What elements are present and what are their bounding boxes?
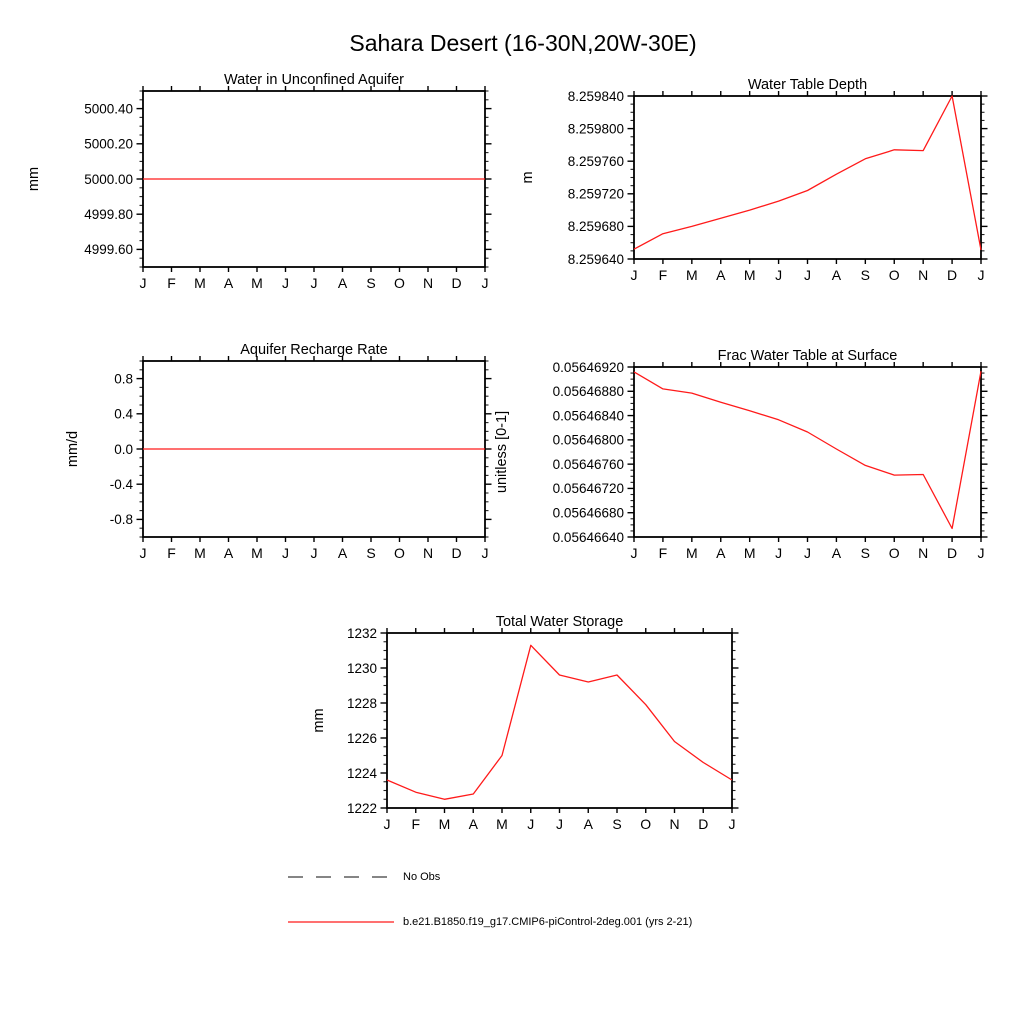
x-tick-label: M xyxy=(194,545,206,561)
y-tick-label: 1224 xyxy=(346,765,377,781)
y-axis-title: mm/d xyxy=(65,430,81,468)
x-tick-label: A xyxy=(716,267,726,283)
x-tick-label: S xyxy=(860,267,871,283)
legend-label-no-obs: No Obs xyxy=(403,871,441,883)
x-tick-label: O xyxy=(888,545,900,561)
y-tick-label: 8.259760 xyxy=(567,154,624,169)
x-tick-label: F xyxy=(167,545,176,561)
panel-title: Water in Unconfined Aquifer xyxy=(223,72,405,88)
series-line xyxy=(634,371,981,528)
panel-title: Total Water Storage xyxy=(495,614,624,630)
x-tick-label: M xyxy=(251,545,263,561)
y-tick-label: 1226 xyxy=(346,730,377,746)
y-tick-label: 0.05646880 xyxy=(552,384,624,400)
x-tick-label: J xyxy=(804,267,811,283)
model-run-line-swatch xyxy=(286,916,396,928)
y-axis-title: unitless [0-1] xyxy=(494,410,510,494)
x-tick-label: O xyxy=(394,545,405,561)
x-tick-label: M xyxy=(496,816,508,832)
x-tick-label: D xyxy=(947,267,958,283)
x-tick-label: D xyxy=(451,545,462,561)
y-axis-title: m xyxy=(520,171,536,184)
x-tick-label: N xyxy=(422,545,434,561)
y-tick-label: 5000.40 xyxy=(84,101,133,117)
panel-water-table-depth xyxy=(520,77,988,283)
y-tick-label: 0.05646840 xyxy=(552,408,624,424)
figure-title: Sahara Desert (16-30N,20W-30E) xyxy=(349,30,697,56)
x-tick-label: M xyxy=(251,275,263,291)
x-tick-label: O xyxy=(640,816,652,832)
x-tick-label: S xyxy=(612,816,622,832)
x-tick-label: S xyxy=(860,545,871,561)
y-tick-label: 0.05646800 xyxy=(552,432,624,448)
y-tick-label: 0.05646680 xyxy=(552,505,624,521)
x-tick-label: J xyxy=(310,545,318,561)
y-tick-label: -0.4 xyxy=(109,477,133,492)
x-tick-label: J xyxy=(556,816,563,832)
y-tick-label: 0.05646720 xyxy=(552,481,624,497)
x-tick-label: D xyxy=(451,275,462,291)
x-tick-label: F xyxy=(658,545,668,561)
no-obs-dashed-line-swatch xyxy=(286,871,396,883)
x-tick-label: M xyxy=(685,267,698,283)
x-tick-label: M xyxy=(685,545,698,561)
series-line xyxy=(387,645,732,799)
x-tick-label: J xyxy=(775,267,783,283)
x-tick-label: A xyxy=(831,267,842,283)
y-tick-label: 8.259720 xyxy=(567,186,624,202)
x-tick-label: N xyxy=(669,816,680,832)
y-tick-label: 5000.20 xyxy=(84,136,133,152)
legend-entry-model-run xyxy=(286,916,692,928)
y-tick-label: 0.8 xyxy=(114,371,133,387)
panel-total-water-storage xyxy=(311,614,739,832)
y-tick-label: 0.0 xyxy=(114,441,133,457)
y-tick-label: 1222 xyxy=(346,800,377,816)
x-tick-label: F xyxy=(167,275,176,291)
y-axis-title: mm xyxy=(311,708,327,733)
x-tick-label: S xyxy=(366,545,376,561)
x-tick-label: J xyxy=(977,267,985,283)
x-tick-label: J xyxy=(804,545,811,561)
x-tick-label: A xyxy=(337,275,348,291)
x-tick-label: A xyxy=(831,545,842,561)
x-tick-label: M xyxy=(194,275,206,291)
x-tick-label: J xyxy=(282,275,289,291)
y-tick-label: 1230 xyxy=(346,660,377,676)
x-tick-label: J xyxy=(481,275,489,291)
x-tick-label: J xyxy=(383,816,391,832)
x-tick-label: A xyxy=(337,545,348,561)
y-tick-label: -0.8 xyxy=(109,512,133,528)
legend-entry-no-obs xyxy=(286,871,440,883)
x-tick-label: D xyxy=(698,816,709,832)
plot-frame xyxy=(387,633,732,808)
x-tick-label: J xyxy=(139,275,147,291)
y-tick-label: 1232 xyxy=(346,625,377,641)
y-tick-label: 5000.00 xyxy=(84,171,133,187)
x-tick-label: J xyxy=(630,267,638,283)
x-tick-label: J xyxy=(282,545,289,561)
y-tick-label: 4999.80 xyxy=(84,207,133,222)
x-tick-label: N xyxy=(918,267,929,283)
x-tick-label: M xyxy=(743,267,756,283)
x-tick-label: J xyxy=(977,545,985,561)
y-tick-label: 0.05646920 xyxy=(552,359,624,375)
x-tick-label: J xyxy=(527,816,535,832)
plot-frame xyxy=(634,96,981,259)
x-tick-label: A xyxy=(468,816,478,832)
x-tick-label: J xyxy=(630,545,638,561)
x-tick-label: O xyxy=(888,267,900,283)
x-tick-label: A xyxy=(716,545,726,561)
x-tick-label: F xyxy=(658,267,668,283)
y-tick-label: 4999.60 xyxy=(84,242,133,258)
y-tick-label: 0.05646640 xyxy=(552,529,624,545)
x-tick-label: O xyxy=(394,275,405,291)
panel-title: Aquifer Recharge Rate xyxy=(240,342,388,358)
y-tick-label: 0.4 xyxy=(114,406,133,422)
y-tick-label: 8.259640 xyxy=(567,251,624,267)
x-tick-label: A xyxy=(223,545,234,561)
x-tick-label: S xyxy=(366,275,376,291)
x-tick-label: N xyxy=(918,545,929,561)
x-tick-label: M xyxy=(743,545,756,561)
panel-aquifer-recharge-rate xyxy=(65,342,492,561)
series-line xyxy=(634,96,981,250)
y-tick-label: 1228 xyxy=(346,695,377,711)
x-tick-label: M xyxy=(438,816,451,832)
x-tick-label: J xyxy=(310,275,318,291)
panel-frac-water-table-at-surface xyxy=(494,348,988,561)
x-tick-label: F xyxy=(411,816,421,832)
x-tick-label: N xyxy=(422,275,434,291)
y-tick-label: 8.259840 xyxy=(567,88,624,104)
y-tick-label: 8.259800 xyxy=(567,121,624,137)
x-tick-label: J xyxy=(775,545,783,561)
y-tick-label: 8.259680 xyxy=(567,219,624,235)
x-tick-label: A xyxy=(583,816,593,832)
x-tick-label: D xyxy=(947,545,958,561)
x-tick-label: A xyxy=(223,275,234,291)
x-tick-label: J xyxy=(481,545,489,561)
legend-label-model-run: b.e21.B1850.f19_g17.CMIP6-piControl-2deg.001 (yrs 2-21) xyxy=(403,916,693,928)
panel-water-in-unconfined-aquifer xyxy=(26,72,492,291)
y-tick-label: 0.05646760 xyxy=(552,456,624,472)
x-tick-label: J xyxy=(139,545,147,561)
panel-title: Frac Water Table at Surface xyxy=(717,348,898,364)
y-axis-title: mm xyxy=(26,166,42,192)
x-tick-label: J xyxy=(728,816,736,832)
panel-title: Water Table Depth xyxy=(747,77,868,93)
